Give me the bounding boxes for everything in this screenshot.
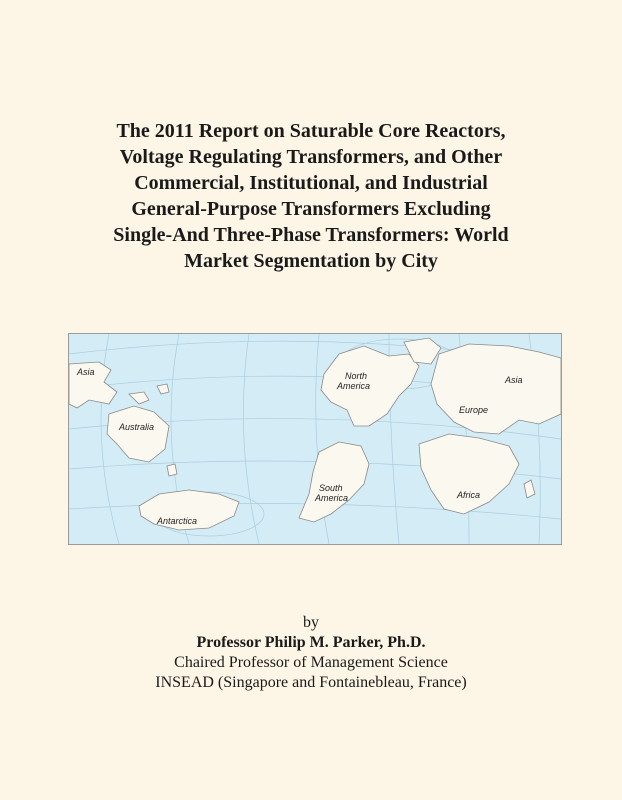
title-line: General-Purpose Transformers Excluding <box>131 198 491 220</box>
author-institution: INSEAD (Singapore and Fontainebleau, France) <box>155 674 467 691</box>
map-label-north-america: America <box>337 381 371 391</box>
title-line: Market Segmentation by City <box>184 250 438 272</box>
map-label-asia-left: Asia <box>77 367 95 377</box>
africa-landmass <box>419 434 519 514</box>
map-label-south-america: America <box>315 493 349 503</box>
title-line: Voltage Regulating Transformers, and Other <box>119 146 503 168</box>
by-text: by <box>303 614 319 631</box>
world-map-graphic <box>69 334 561 544</box>
report-title <box>60 118 562 274</box>
author-block <box>60 613 562 693</box>
map-label-south-america: South <box>319 483 343 493</box>
map-label-africa: Africa <box>457 490 481 500</box>
title-line: Commercial, Institutional, and Industrial <box>134 172 488 194</box>
map-label-asia-right: Asia <box>505 375 523 385</box>
author-position: Chaired Professor of Management Science <box>174 654 448 671</box>
south-america-landmass <box>299 442 369 522</box>
australia-landmass <box>107 406 169 462</box>
world-map <box>68 333 562 545</box>
map-label-europe: Europe <box>459 405 489 415</box>
author-name: Professor Philip M. Parker, Ph.D. <box>196 634 426 651</box>
eurasia-landmass <box>431 344 561 434</box>
map-label-antarctica: Antarctica <box>157 516 198 526</box>
map-label-north-america: North <box>345 371 368 381</box>
map-label-australia: Australia <box>119 422 155 432</box>
title-line: Single-And Three-Phase Transformers: World <box>113 224 509 246</box>
title-line: The 2011 Report on Saturable Core Reactors, <box>116 120 506 142</box>
